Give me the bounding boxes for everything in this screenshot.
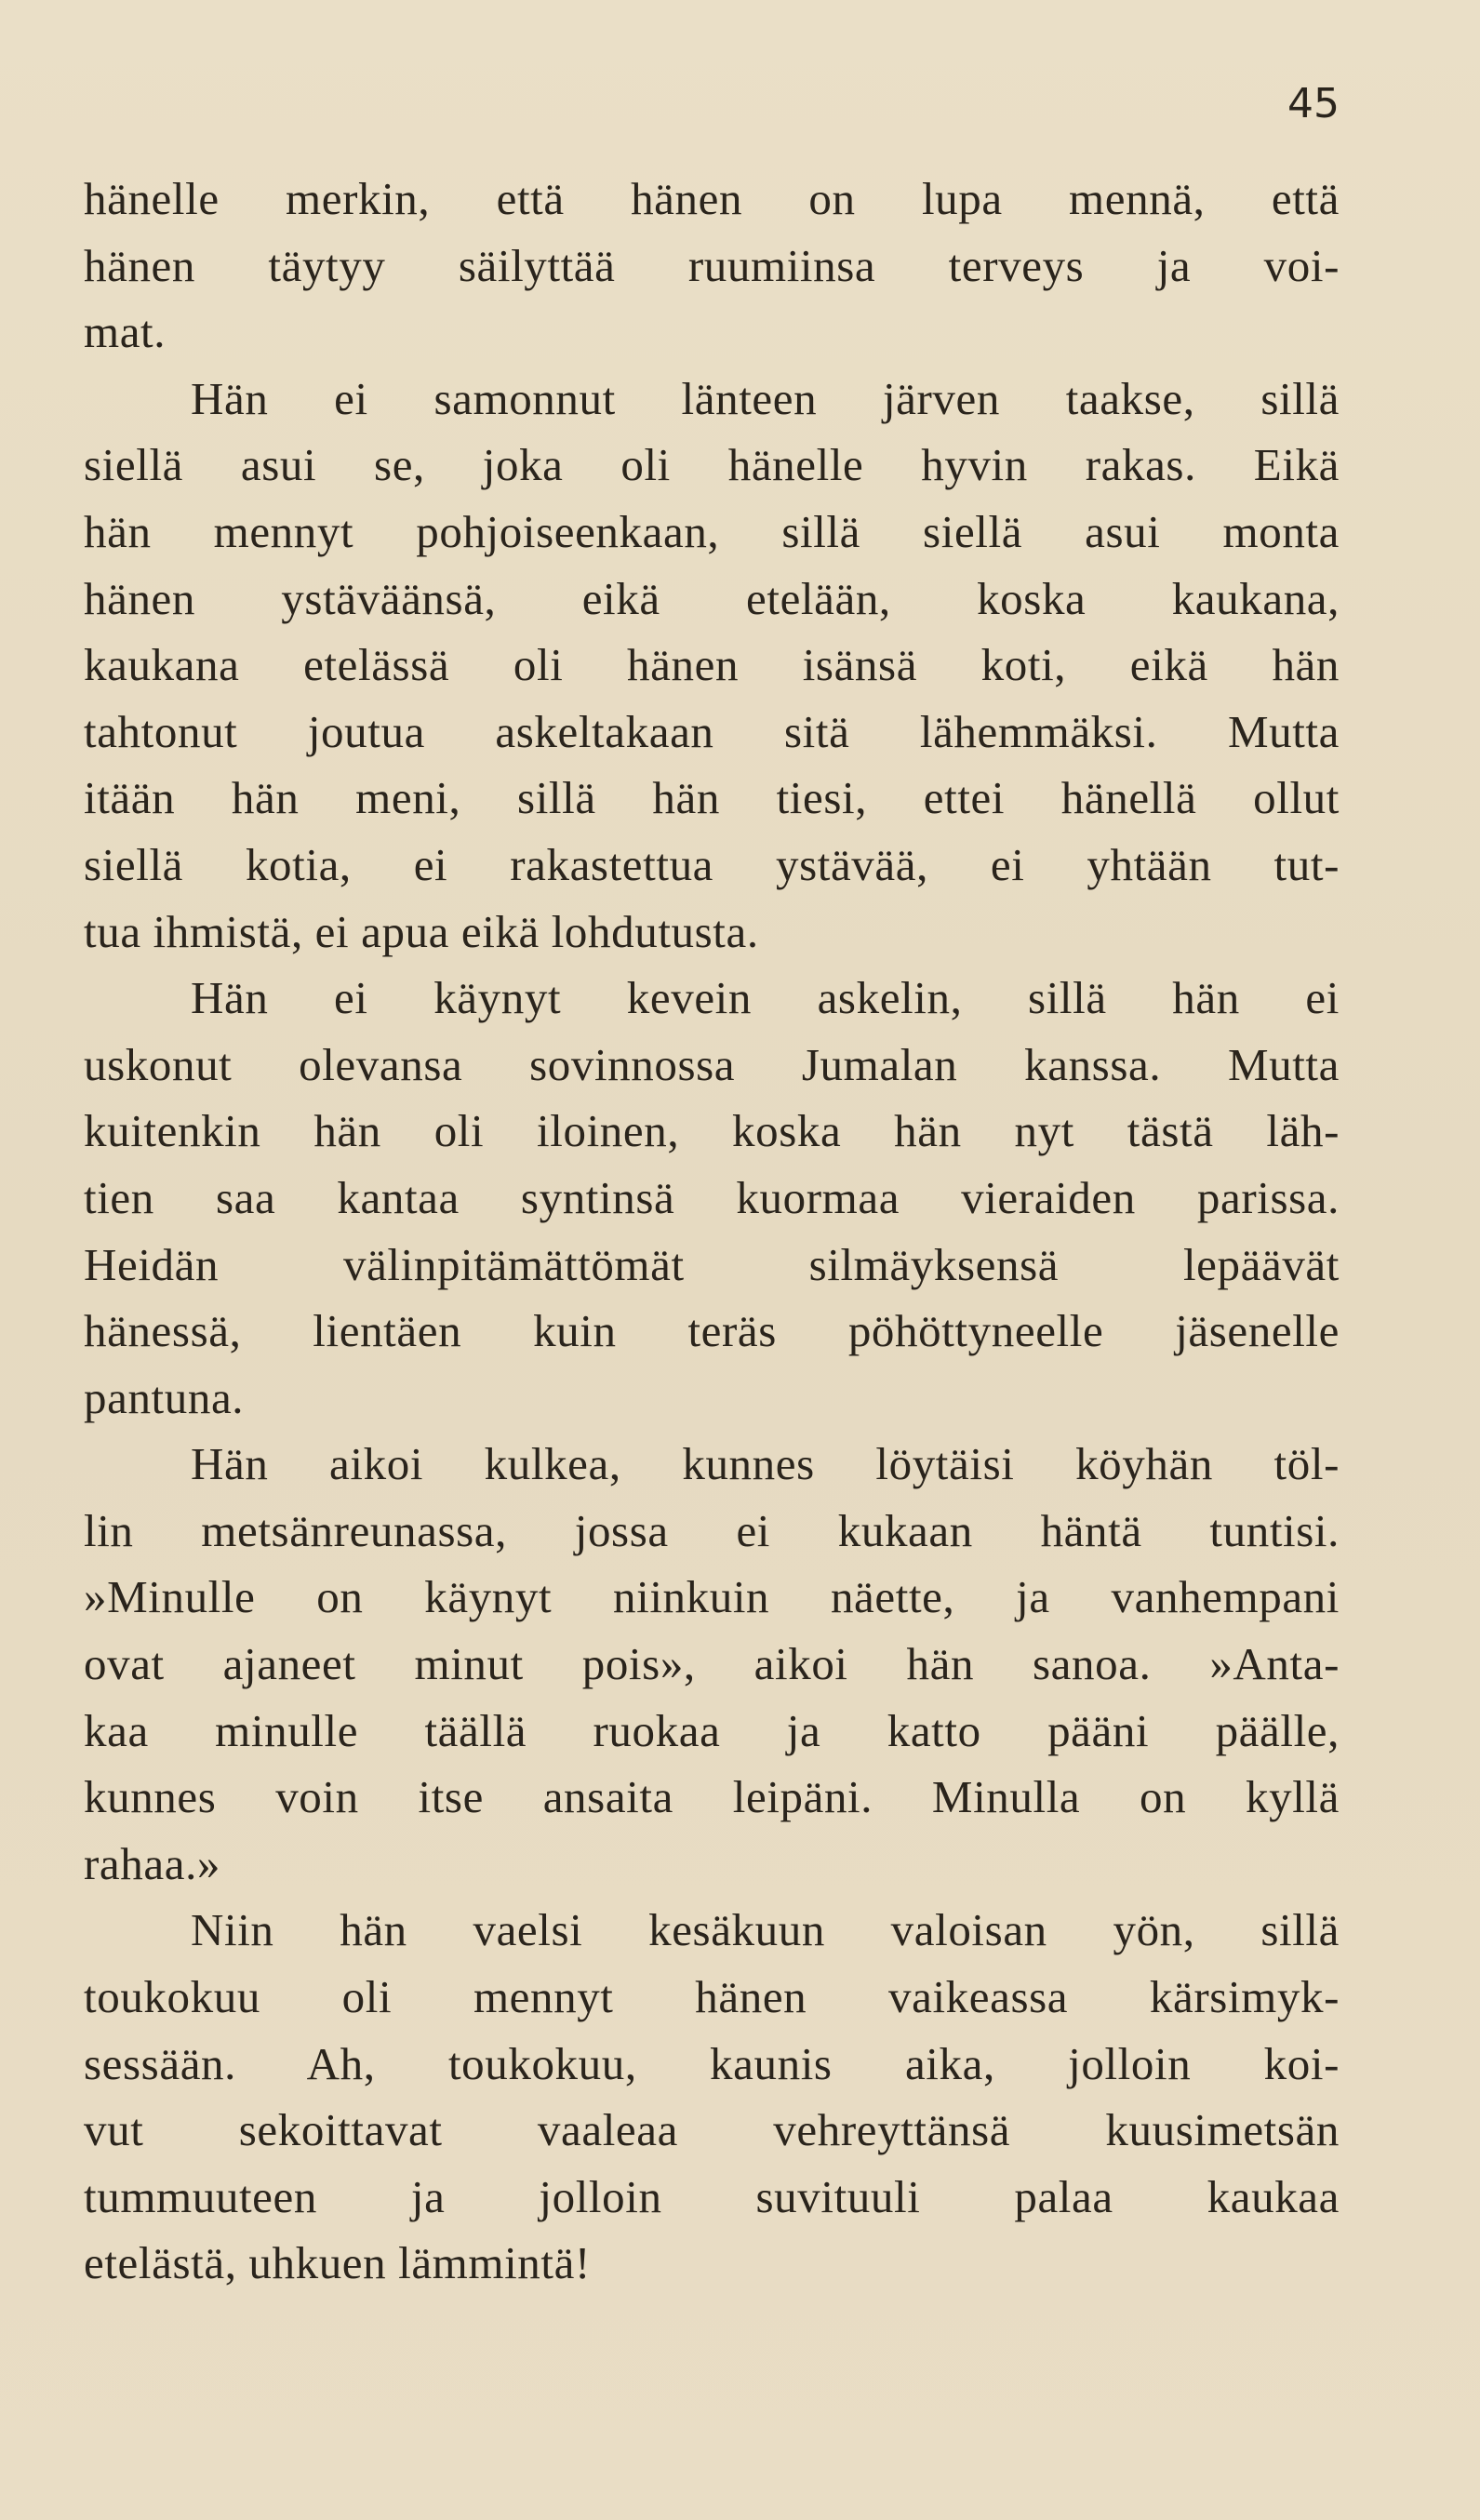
text-line: lin metsänreunassa, jossa ei kukaan häntä tuntisi. [84, 1504, 1340, 1556]
text-line: hänelle merkin, että hänen on lupa mennä, että [84, 173, 1340, 224]
text-line: Heidän välinpitämättömät silmäyksensä lepäävät [84, 1238, 1340, 1290]
text-line: Niin hän vaelsi kesäkuun valoisan yön, sillä [191, 1904, 1340, 1956]
text-line: hän mennyt pohjoiseenkaan, sillä siellä asui monta [84, 505, 1340, 557]
text-line: mat. [84, 306, 167, 358]
page-number: 45 [1287, 80, 1340, 127]
text-line: siellä asui se, joka oli hänelle hyvin rakas. Eikä [84, 439, 1340, 491]
text-line: kaa minulle täällä ruokaa ja katto pääni päälle, [84, 1704, 1340, 1756]
text-line: hänessä, lientäen kuin teräs pöhöttyneelle jäsenelle [84, 1305, 1340, 1357]
text-line: kuitenkin hän oli iloinen, koska hän nyt tästä läh- [84, 1105, 1340, 1157]
text-line: kaukana etelässä oli hänen isänsä koti, eikä hän [84, 639, 1340, 691]
text-line: ovat ajaneet minut pois», aikoi hän sanoa. »Anta- [84, 1638, 1340, 1690]
text-line: itään hän meni, sillä hän tiesi, ettei hänellä ollut [84, 772, 1340, 824]
text-line: siellä kotia, ei rakastettua ystävää, ei yhtään tut- [84, 838, 1340, 890]
text-line: pantuna. [84, 1371, 245, 1423]
text-line: etelästä, uhkuen lämmintä! [84, 2237, 591, 2289]
text-line: hänen ystäväänsä, eikä etelään, koska kaukana, [84, 572, 1340, 624]
text-line: rahaa.» [84, 1837, 221, 1889]
body-text [84, 166, 1340, 2297]
text-line: hänen täytyy säilyttää ruumiinsa terveys ja voi- [84, 239, 1340, 291]
text-line: »Minulle on käynyt niinkuin näette, ja vanhempani [84, 1571, 1340, 1623]
text-line: tua ihmistä, ei apua eikä lohdutusta. [84, 905, 759, 957]
text-line: tahtonut joutua askeltakaan sitä lähemmäksi. Mutta [84, 705, 1340, 757]
text-line: kunnes voin itse ansaita leipäni. Minulla on kyllä [84, 1771, 1340, 1823]
text-line: uskonut olevansa sovinnossa Jumalan kanssa. Mutta [84, 1038, 1340, 1090]
text-line: tummuuteen ja jolloin suvituuli palaa kaukaa [84, 2170, 1340, 2222]
text-line: tien saa kantaa syntinsä kuormaa vieraiden parissa. [84, 1171, 1340, 1223]
text-line: Hän ei samonnut länteen järven taakse, sillä [191, 372, 1340, 424]
text-line: vut sekoittavat vaaleaa vehreyttänsä kuusimetsän [84, 2104, 1340, 2156]
text-line: Hän aikoi kulkea, kunnes löytäisi köyhän töl- [191, 1438, 1340, 1490]
text-line: Hän ei käynyt kevein askelin, sillä hän ei [191, 972, 1340, 1024]
text-line: sessään. Ah, toukokuu, kaunis aika, jolloin koi- [84, 2037, 1340, 2089]
text-line: toukokuu oli mennyt hänen vaikeassa kärsimyk- [84, 1971, 1340, 2023]
